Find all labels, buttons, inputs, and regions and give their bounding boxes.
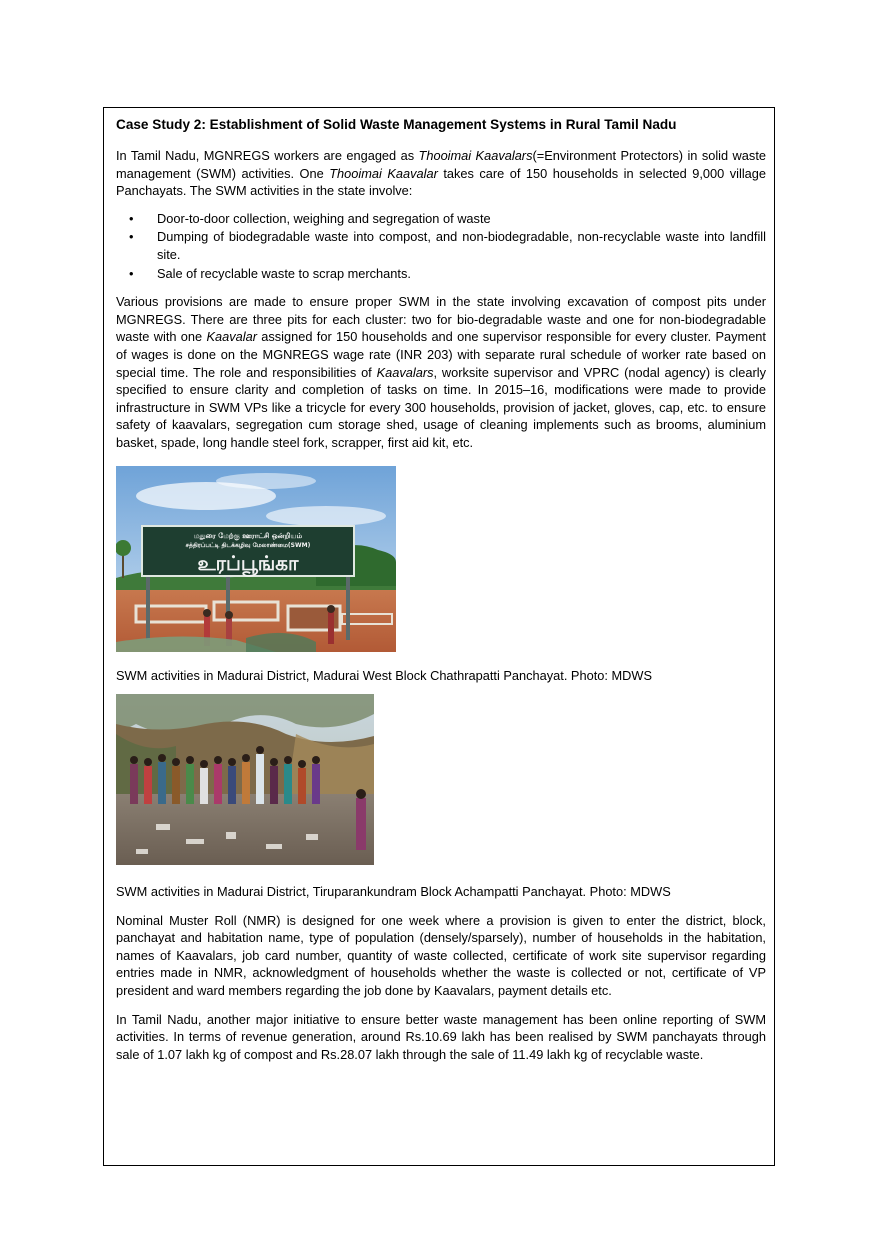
- signboard-main: உரப்பூங்கா: [197, 550, 299, 575]
- provisions-term-1: Kaavalar: [206, 329, 257, 345]
- provisions-text-2: assigned for 150 households and one supervisor responsible for every cluster. Payment of wages is done on the MGNREGS wage rate (INR 203) with separate rural schedule of worker rate based on special time. The role and responsibilities of: [116, 329, 766, 380]
- intro-term-1: Thooimai Kaavalars: [418, 148, 533, 163]
- signboard-line-2: சத்திரப்பட்டி திடக்கழிவு மேலாண்மை(SWM): [185, 541, 311, 549]
- intro-text-1: In Tamil Nadu, MGNREGS workers are engaged as: [116, 148, 419, 163]
- intro-text-3: takes care of 150 households in selected 9,000 village Panchayats. The SWM activities in the state involve:: [116, 165, 767, 199]
- intro-text-2: (=Environment Protectors) in solid waste management (SWM) activities. One: [116, 148, 766, 181]
- provisions-term-2: Kaavalars: [376, 364, 434, 380]
- revenue-paragraph: In Tamil Nadu, another major initiative to ensure better waste management has been online reporting of SWM activities. In terms of revenue generation, around Rs.10.69 lakh has been realised by SWM panchayats through sale of 1.07 lakh kg of compost and Rs.28.07 lakh through the sale of 11.49 lakh kg of recyclable waste.: [116, 1011, 766, 1062]
- community-gathering-illustration: [116, 694, 374, 865]
- list-item: [116, 210, 766, 228]
- list-item-text: Door-to-door collection, weighing and segregation of waste: [157, 210, 491, 226]
- photo1-caption: SWM activities in Madurai District, Madurai West Block Chathrapatti Panchayat. Photo: MDWS: [116, 667, 652, 683]
- list-item-text: Dumping of biodegradable waste into compost, and non-biodegradable, non-recyclable waste into landfill site.: [157, 229, 766, 262]
- bullet-icon: •: [129, 229, 134, 245]
- provisions-text-1: Various provisions are made to ensure proper SWM in the state involving excavation of compost pits under MGNREGS. There are three pits for each cluster: two for bio-degradable waste and one for non-biodegradable waste with one: [116, 294, 766, 345]
- nmr-paragraph: Nominal Muster Roll (NMR) is designed for one week where a provision is given to enter the district, block, panchayat and habitation name, type of population (densely/sparsely), number of households in the habitation, names of Kaavalars, job card number, quantity of waste collected, certificate of work site supervisor regarding entries made in NMR, acknowledgment of households whether the waste is collected or not, certificate of VP president and ward members regarding the job done by Kaavalars, payment details etc.: [116, 912, 766, 999]
- case-study-content: [116, 116, 766, 1063]
- list-item: [116, 228, 766, 263]
- bullet-icon: •: [129, 210, 134, 226]
- case-study-title: Case Study 2: Establishment of Solid Waste Management Systems in Rural Tamil Nadu: [116, 117, 677, 132]
- list-item: [116, 265, 766, 283]
- intro-paragraph: [116, 147, 766, 200]
- photo-compost-park: [116, 466, 396, 652]
- provisions-text-3: , worksite supervisor and VPRC (nodal agency) is clearly specified to ensure clarity and completion of tasks on time. In 2015–16, modifications were made to provide infrastructure in SWM VPs like a tricycle for every 300 households, provision of jacket, gloves, cap, etc. to ensure safety of kaavalars, segregation cum storage shed, usage of cleaning implements such as brooms, aluminium basket, spade, long handle steel fork, scrapper, first aid kit, etc.: [116, 364, 766, 450]
- intro-term-2: Thooimai Kaavalar: [329, 165, 438, 181]
- bullet-icon: •: [129, 265, 134, 281]
- swm-activities-list: [116, 210, 766, 282]
- photo-community-gathering: [116, 694, 374, 865]
- provisions-paragraph: [116, 293, 766, 451]
- photo2-caption: SWM activities in Madurai District, Tiruparankundram Block Achampatti Panchayat. Photo: MDWS: [116, 884, 671, 900]
- compost-park-illustration: [116, 466, 396, 652]
- case-study-box: [103, 107, 775, 1166]
- list-item-text: Sale of recyclable waste to scrap merchants.: [157, 265, 411, 281]
- signboard-line-1: மதுரை மேற்கு ஊராட்சி ஒன்றியம்: [193, 531, 303, 540]
